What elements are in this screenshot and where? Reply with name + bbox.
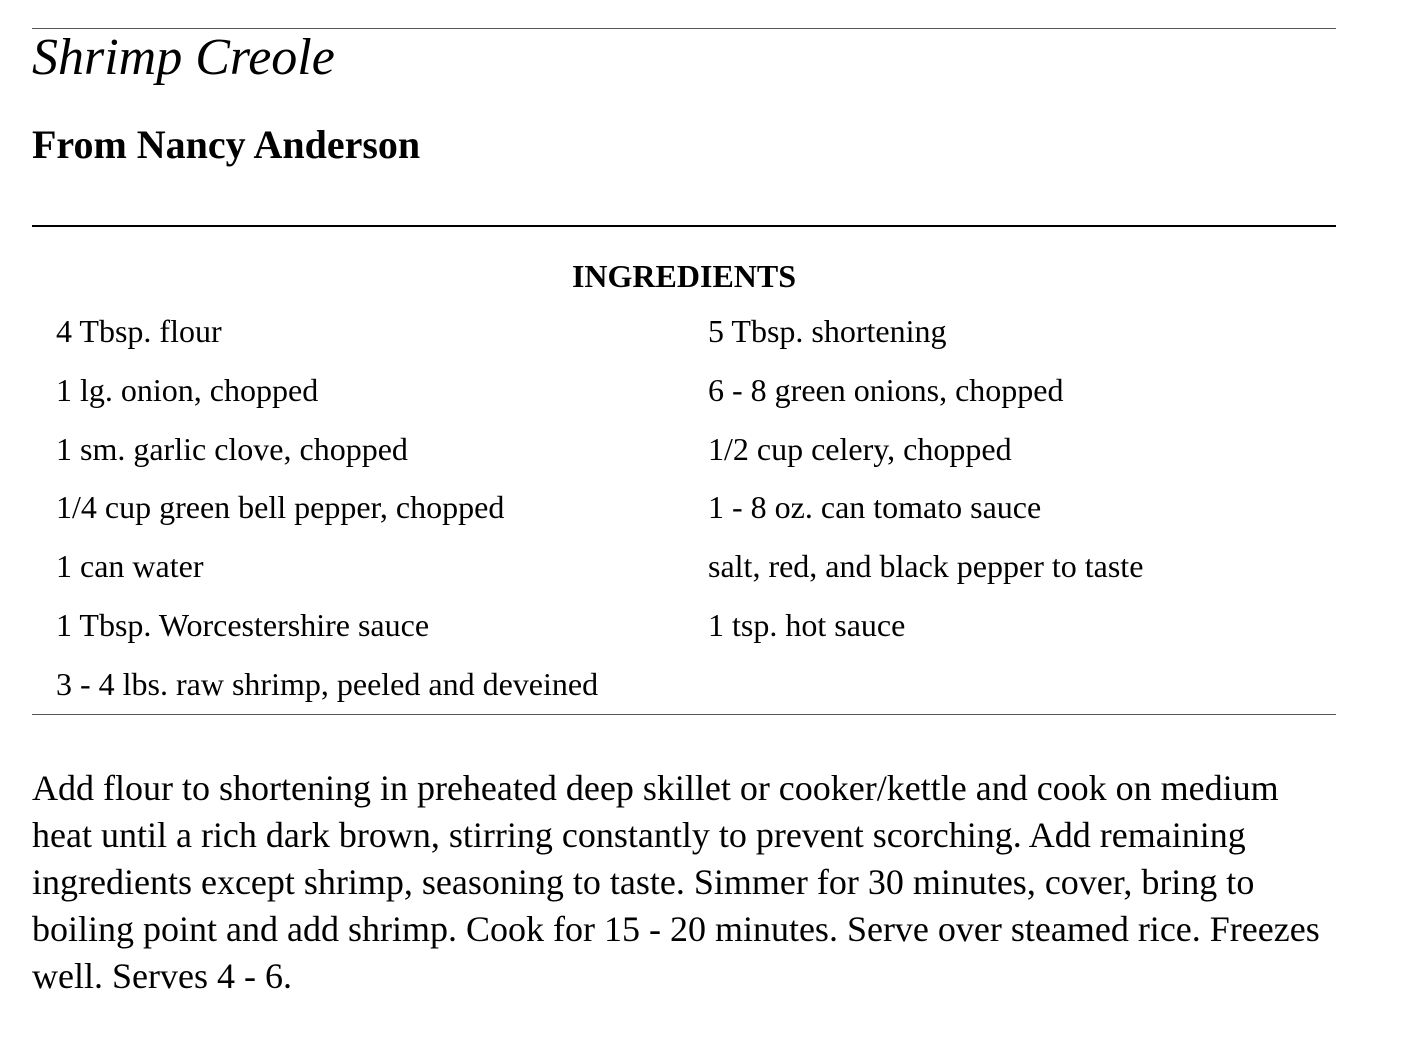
recipe-directions: Add flour to shortening in preheated deep skillet or cooker/kettle and cook on medium heat until a rich dark brown, stirring constantly to prevent scorching. Add remaining ingredients except shrimp, seasoning to taste. Simmer for 30 minutes, cover, bring to boiling point and add shrimp. Cook for 15 - 20 minutes. Serve over steamed rice. Freezes well. Serves 4 - 6. xyxy=(32,767,1320,996)
recipe-author: From Nancy Anderson xyxy=(32,122,421,167)
ingredient-item: 6 - 8 green onions, chopped xyxy=(708,371,1064,408)
ingredients-heading: INGREDIENTS xyxy=(571,258,797,294)
ingredient-item: 4 Tbsp. flour xyxy=(56,313,222,349)
ingredient-item: 1 - 8 oz. can tomato sauce xyxy=(708,489,1042,526)
ingredient-item: 1/4 cup green bell pepper, chopped xyxy=(56,489,505,526)
ingredient-item: 1 sm. garlic clove, chopped xyxy=(56,430,408,467)
header-divider xyxy=(32,225,1336,227)
ingredient-item: 5 Tbsp. shortening xyxy=(708,313,947,349)
ingredients-divider xyxy=(32,714,1336,715)
recipe-card xyxy=(32,28,1336,1000)
ingredient-item: 1 lg. onion, chopped xyxy=(56,371,319,408)
ingredient-item: 1 tsp. hot sauce xyxy=(708,606,906,643)
ingredient-item: 3 - 4 lbs. raw shrimp, peeled and deveined xyxy=(56,665,599,702)
ingredient-item: 1/2 cup celery, chopped xyxy=(708,430,1012,467)
recipe-title: Shrimp Creole xyxy=(32,29,335,86)
ingredient-item: 1 Tbsp. Worcestershire sauce xyxy=(56,606,430,643)
ingredient-item xyxy=(684,655,1336,714)
ingredients-list xyxy=(32,302,1336,714)
ingredient-item: 1 can water xyxy=(56,548,204,585)
ingredient-item: salt, red, and black pepper to taste xyxy=(708,548,1144,585)
